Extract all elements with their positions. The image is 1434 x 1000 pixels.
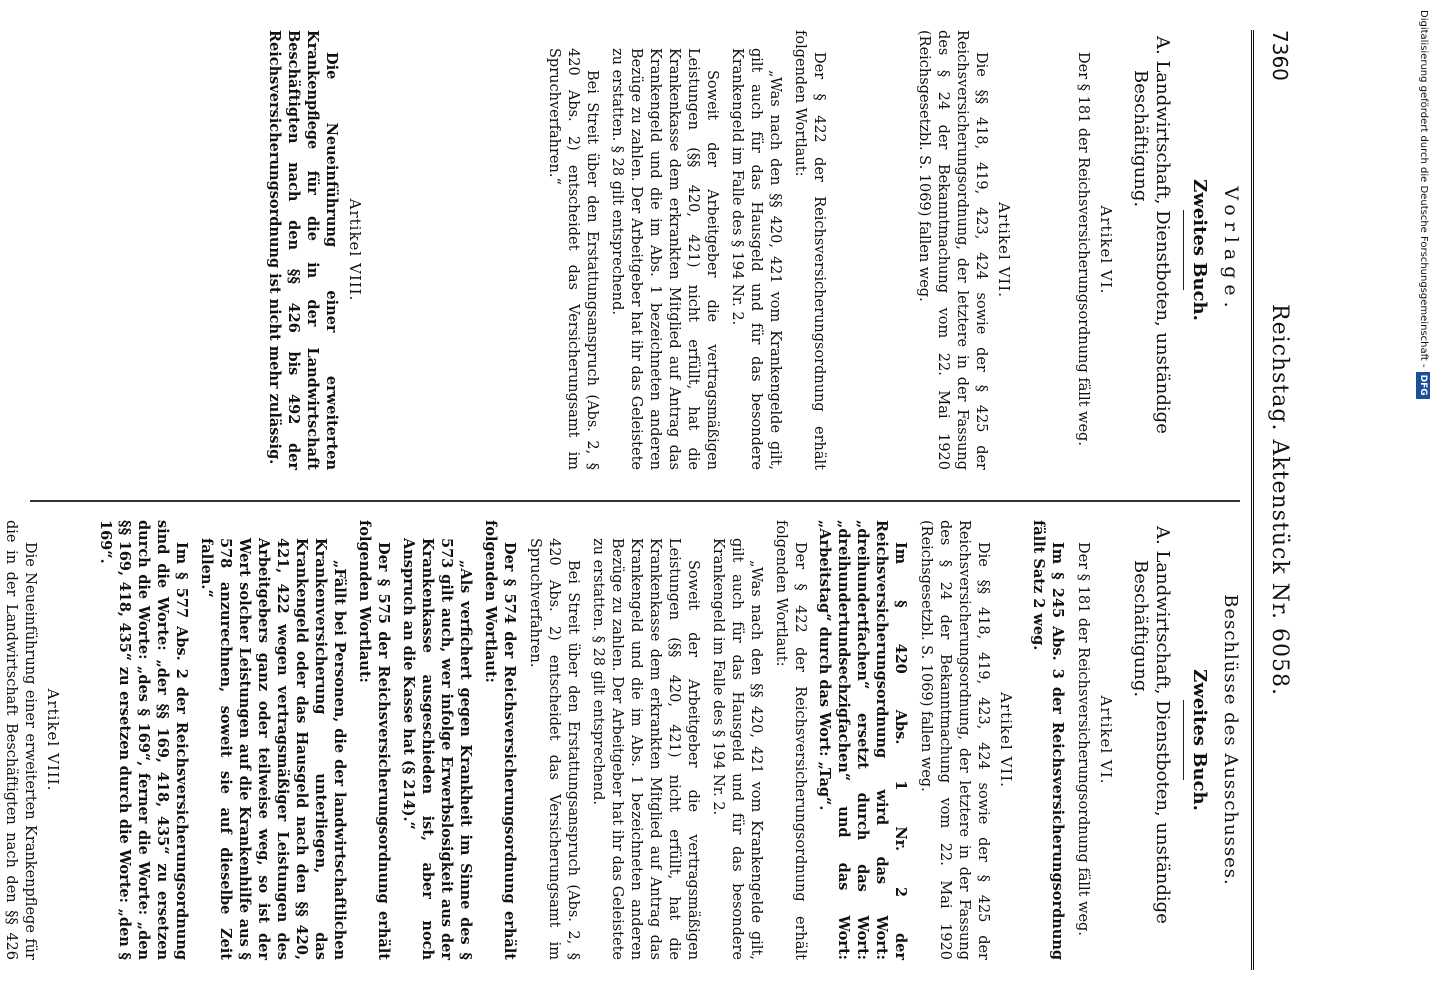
article-vii-title: Artikel VII. xyxy=(997,692,1015,788)
article-viii-title: Artikel VIII. xyxy=(346,198,364,302)
article-vii-title: Artikel VII. xyxy=(995,202,1013,298)
paragraph-575-quote: „Fällt bei Personen, die der landwirtschaftlichen Krankenversicherung unterliegen, das Krankengeld oder das Hausgeld nach den §§ 420, 421, 422 wegen vertragsmäßiger Leistungen des Arbeitgebers ganz oder teilweise weg, so ist der Wert solcher Leistungen auf die Krankenhilfe aus § 578 anzurechnen, soweit sie auf dieselbe Zeit fallen.“ xyxy=(198,538,348,960)
column-heading: Beschlüsse des Ausschusses. xyxy=(1220,594,1241,886)
paragraph-422-quote-3: Bei Streit über den Erstattungsanspruch (Abs. 2, § 420 Abs. 2) entscheidet das Versicherungsamt im Spruchverfahren. xyxy=(527,538,581,960)
column-vorlage xyxy=(259,30,1240,470)
document-title: Reichstag. Aktenstück Nr. 6058. xyxy=(1267,304,1292,696)
section-title: A. Landwirtschaft, Dienstboten, unständige Beschäftigung. xyxy=(1130,526,1173,924)
article-vi-title: Artikel VI. xyxy=(1097,695,1115,785)
article-viii-title: Artikel VIII. xyxy=(44,688,62,792)
dfg-logo: DFG xyxy=(1416,372,1430,399)
page-number: 7360 xyxy=(1268,30,1292,81)
paragraph-577-amendment: Im § 577 Abs. 2 der Reichsversicherungsordnung sind die Worte: „der §§ 169, 418, 435“ zu ersetzen durch die Worte: „des § 169“, ferner die Worte: „den §§ 169, 418, 435“ zu ersetzen durch die Worte: „den § 169“. xyxy=(97,520,190,960)
paragraph-574-quote: „Als verfichert gegen Krankheit im Sinne des § 573 gilt auch, wer infolge Erwerbslosigkeit aus der Krankenkasse ausgeschieden ist, aber noch Anspruch an die Kasse hat (§ 214).“ xyxy=(400,538,474,960)
paragraph-422-quote-1: „Was nach den §§ 420, 421 vom Krankengelde gilt, gilt auch für das Hausgeld und für das besondere Krankengeld im Falle des § 194 Nr. 2. xyxy=(729,48,783,470)
article-vi-text: Der § 181 der Reichsversicherungsordnung fällt weg. xyxy=(1075,52,1091,446)
digitization-text: Digitalisierung gefördert durch die Deutsche Forschungsgemeinschaft - xyxy=(1418,10,1429,368)
section-title: A. Landwirtschaft, Dienstboten, unständige Beschäftigung. xyxy=(1130,36,1173,434)
paragraph-422-quote-2: Soweit der Arbeitgeber die vertragsmäßigen Leistungen (§§ 420, 421) nicht erfüllt, hat die Krankenkasse dem erkrankten Mitglied auf Antrag das Krankengeld und die im Abs. 1 bezeichneten anderen Bezüge zu zahlen. Der Arbeitgeber hat ihr das Geleistete zu erstatten. § 28 gilt entsprechend. xyxy=(609,48,720,470)
column-beschluesse xyxy=(0,520,1240,960)
article-vi-amendment: Im § 245 Abs. 3 der Reichsversicherungsordnung fällt Satz 2 weg. xyxy=(1030,520,1066,960)
book-title: Zweites Buch. xyxy=(1189,179,1210,321)
column-divider xyxy=(30,500,1240,502)
paragraph-575-intro: Der § 575 der Reichsversicherungsordnung erhält folgenden Wortlaut: xyxy=(356,520,392,960)
paragraph-422-quote-2: Soweit der Arbeitgeber die vertragsmäßigen Leistungen (§§ 420, 421) nicht erfüllt, hat die Krankenkasse dem erkrankten Mitglied auf Antrag das Krankengeld und die im Abs. 1 bezeichneten anderen Bezüge zu zahlen. Der Arbeitgeber hat ihr das Geleistete zu erstatten. § 28 gilt entsprechend. xyxy=(590,538,701,960)
article-vi-title: Artikel VI. xyxy=(1097,205,1115,295)
article-viii-text: Die Neueinführung einer erweiterten Krankenpflege für die in der Landwirtschaft Beschäftigten nach den §§ 426 bis 492 der Reichsversicherungsordnung ist nicht mehr zulässig. xyxy=(266,30,340,470)
paragraph-422-quote-3: Bei Streit über den Erstattungsanspruch (Abs. 2, § 420 Abs. 2) entscheidet das Versicherungsamt im Spruchverfahren.“ xyxy=(546,48,600,470)
article-vii-text: Die §§ 418, 419, 423, 424 sowie der § 425 der Reichsversicherungsordnung, der letztere in der Fassung des § 24 der Bekanntmachung vom 22. Mai 1920 (Reichsgesetzbl. S. 1069) fallen weg. xyxy=(918,520,991,960)
header-rule xyxy=(1251,30,1254,970)
article-viii-text: Die Neueinführung einer erweiterten Krankenpflege für die in der Landwirtschaft Beschäftigten nach den §§ 426 xyxy=(3,520,38,960)
article-vii-amendment: Im § 420 Abs. 1 Nr. 2 der Reichsversicherungsordnung wird das Wort: „dreihundertfachen“ ersetzt durch das Wort: „dreihundertundsechzigfachen“ und das Wort: „Arbeitstag“ durch das Wort: „Tag“. xyxy=(816,520,909,960)
paragraph-422-intro: Der § 422 der Reichsversicherungsordnung erhält folgenden Wortlaut: xyxy=(792,30,827,470)
book-title: Zweites Buch. xyxy=(1189,669,1210,811)
page-header xyxy=(1252,30,1292,970)
paragraph-422-intro: Der § 422 der Reichsversicherungsordnung erhält folgenden Wortlaut: xyxy=(773,520,808,960)
article-vii-text: Die §§ 418, 419, 423, 424 sowie der § 425 der Reichsversicherungsordnung, der letztere in der Fassung des § 24 der Bekanntmachung vom 22. Mai 1920 (Reichsgesetzbl. S. 1069) fallen weg. xyxy=(916,30,989,470)
divider xyxy=(1183,210,1184,290)
paragraph-422-quote-1: „Was nach den §§ 420, 421 vom Krankengelde gilt, gilt auch für das Hausgeld und für das besondere Krankengeld im Falle des § 194 Nr. 2. xyxy=(710,538,764,960)
divider xyxy=(1183,700,1184,780)
column-heading: Vorlage. xyxy=(1220,186,1242,314)
digitization-note xyxy=(1412,10,1430,990)
paragraph-574-intro: Der § 574 der Reichsversicherungsordnung erhält folgenden Wortlaut: xyxy=(482,520,518,960)
article-vi-text: Der § 181 der Reichsversicherungsordnung fällt weg. xyxy=(1075,542,1091,936)
